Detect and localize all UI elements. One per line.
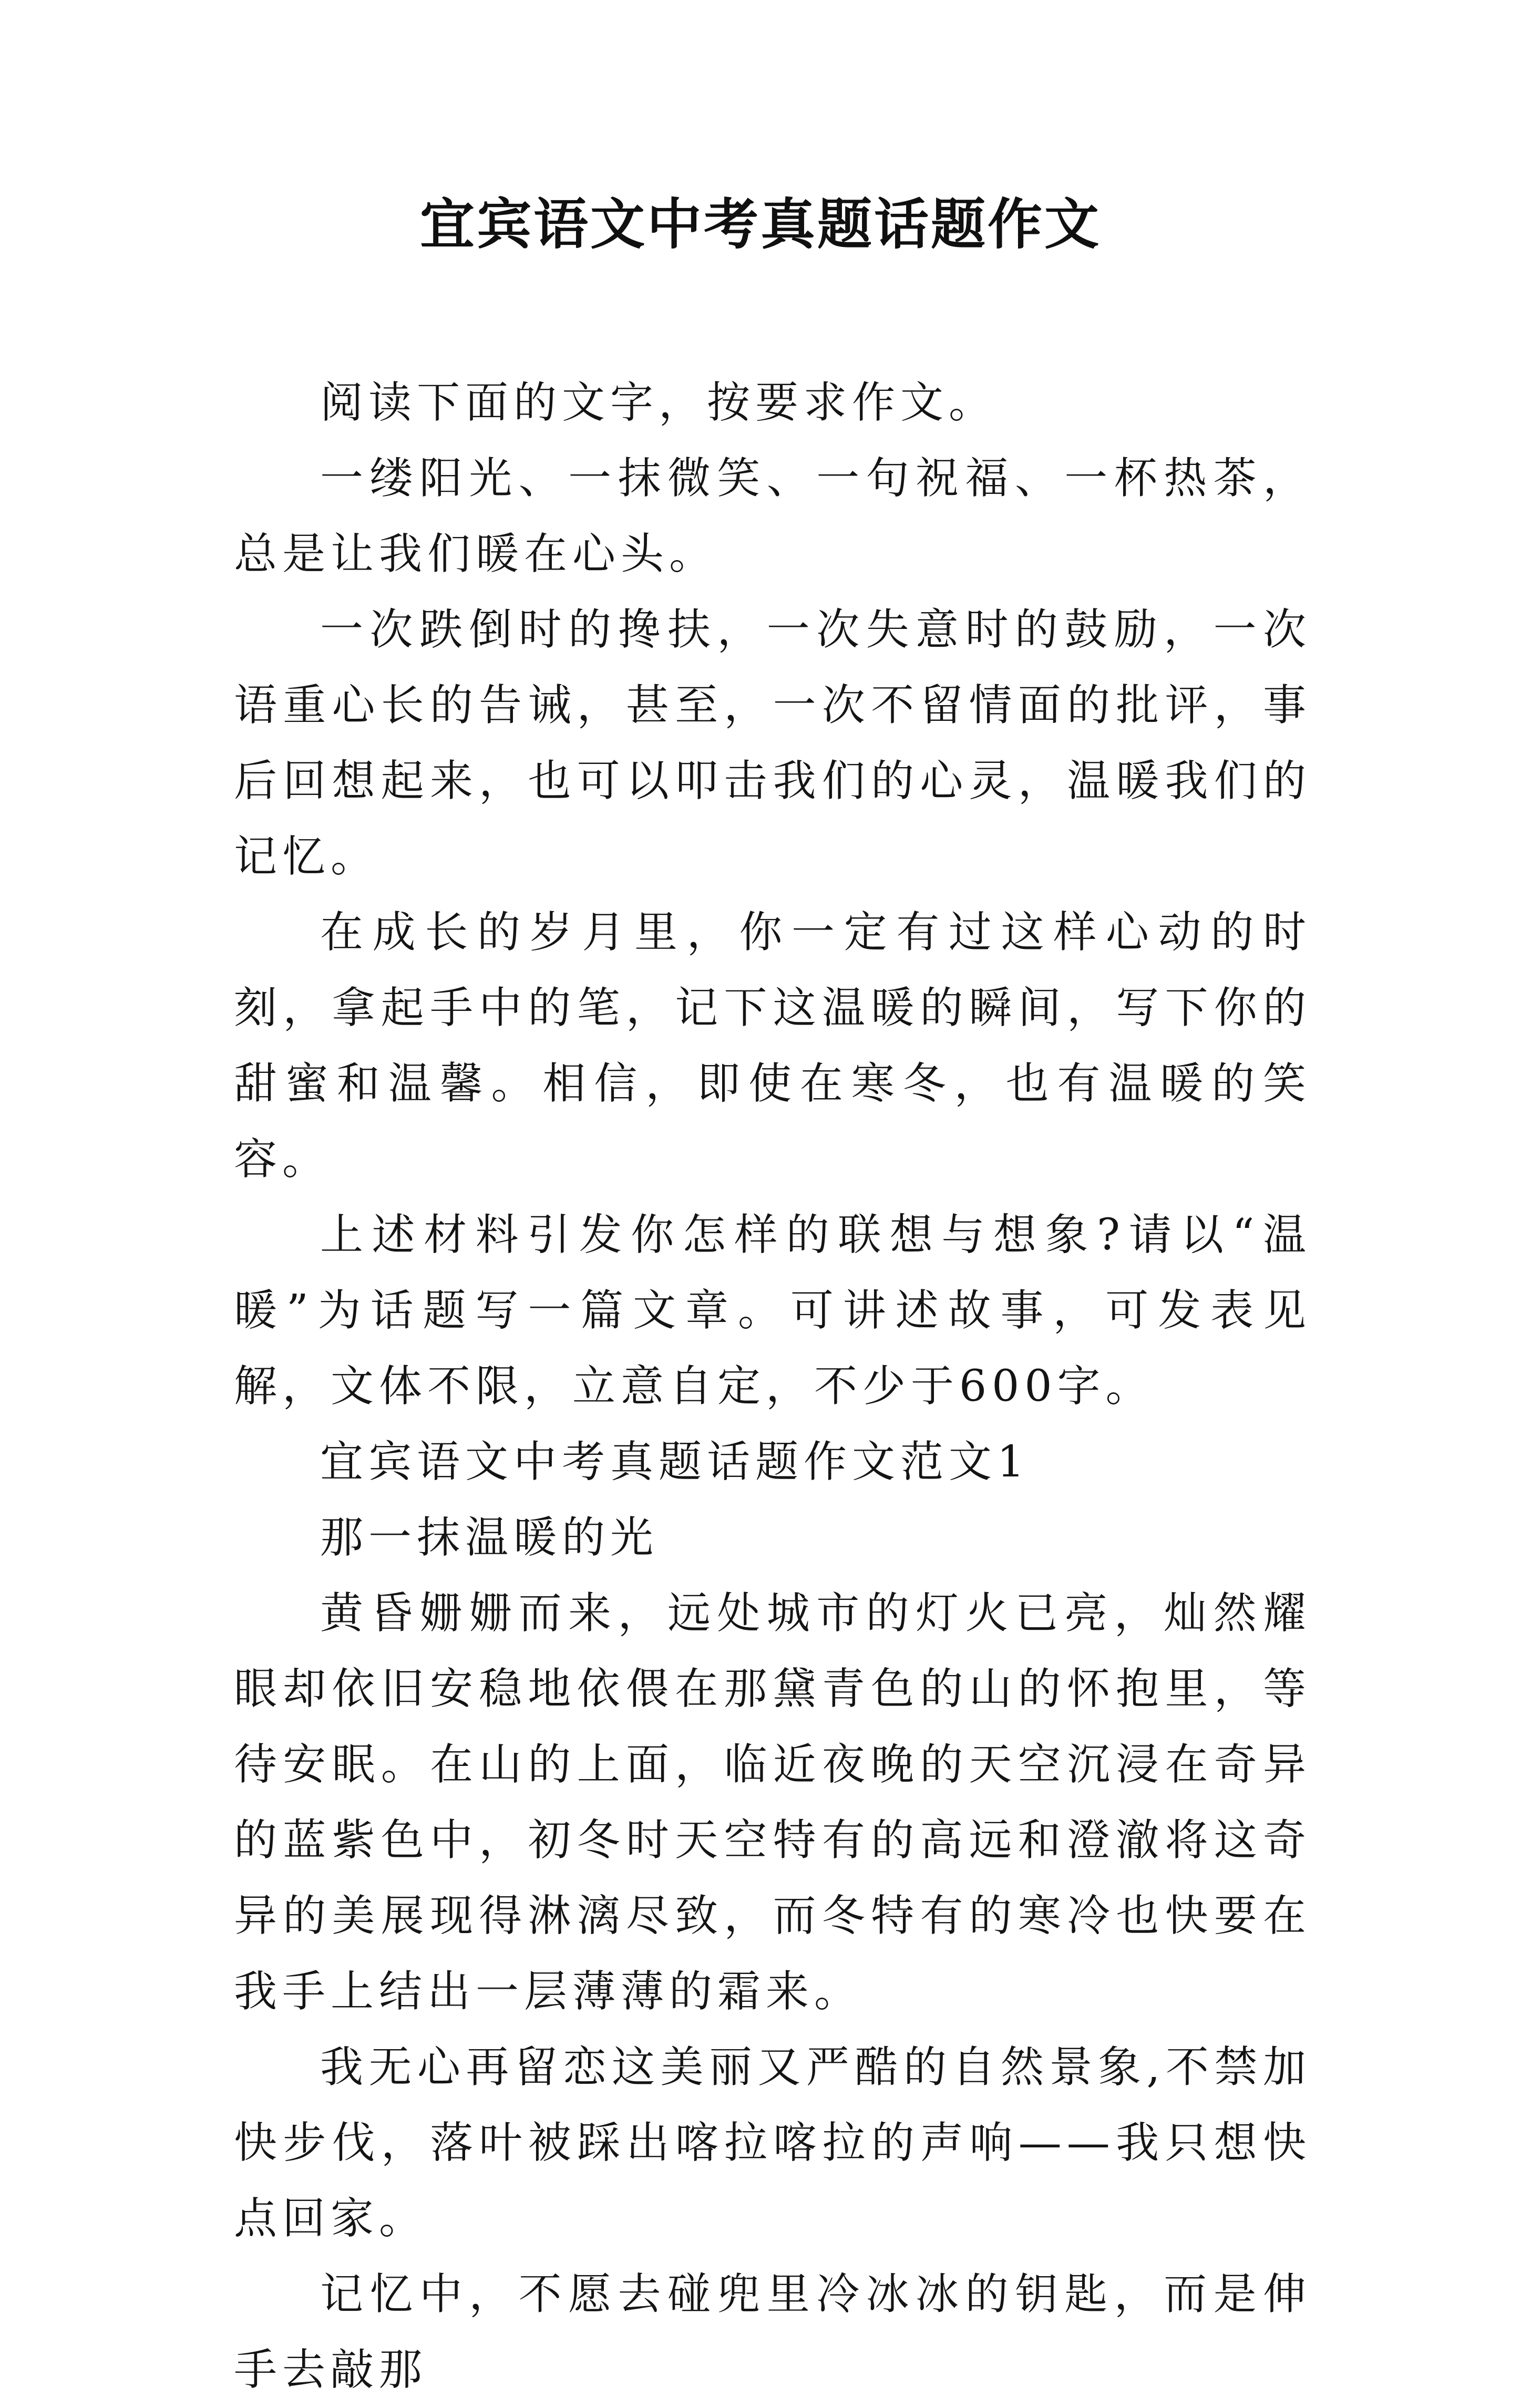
- essay-paragraph-1: 黄昏姗姗而来，远处城市的灯火已亮，灿然耀眼却依旧安稳地依偎在那黛青色的山的怀抱里，等待安眠。在山的上面，临近夜晚的天空沉浸在奇异的蓝紫色中，初冬时天空特有的高远和澄澈将这奇异的美展现得淋漓尽致，而冬特有的寒冷也快要在我手上结出一层薄薄的霜来。: [234, 1588, 1311, 2017]
- paragraph-prompt-2: 一次跌倒时的搀扶，一次失意时的鼓励，一次语重心长的告诫，甚至，一次不留情面的批评，事后回想起来，也可以叩击我们的心灵，温暖我们的记忆。: [234, 605, 1311, 882]
- paragraph-prompt-3: 在成长的岁月里，你一定有过这样心动的时刻，拿起手中的笔，记下这温暖的瞬间，写下你的甜蜜和温馨。相信，即使在寒冬，也有温暖的笑容。: [234, 907, 1311, 1184]
- document-title: 宜宾语文中考真题话题作文: [419, 192, 1101, 256]
- paragraph-requirements: 上述材料引发你怎样的联想与想象?请以“温暖”为话题写一篇文章。可讲述故事，可发表见解，文体不限，立意自定，不少于600字。: [234, 1210, 1311, 1411]
- paragraph-instruction: 阅读下面的文字，按要求作文。: [320, 378, 998, 428]
- sample-essay-heading: 宜宾语文中考真题话题作文范文1: [320, 1437, 1030, 1487]
- document-body: [234, 365, 1311, 2408]
- paragraph-prompt-1: 一缕阳光、一抹微笑、一句祝福、一杯热茶，总是让我们暖在心头。: [234, 453, 1311, 579]
- sample-essay-title: 那一抹温暖的光: [320, 1513, 659, 1563]
- essay-paragraph-3: 记忆中，不愿去碰兜里冷冰冰的钥匙，而是伸手去敲那: [234, 2269, 1311, 2395]
- essay-paragraph-2: 我无心再留恋这美丽又严酷的自然景象,不禁加快步伐，落叶被踩出喀拉喀拉的声响——我只想快点回家。: [234, 2042, 1311, 2244]
